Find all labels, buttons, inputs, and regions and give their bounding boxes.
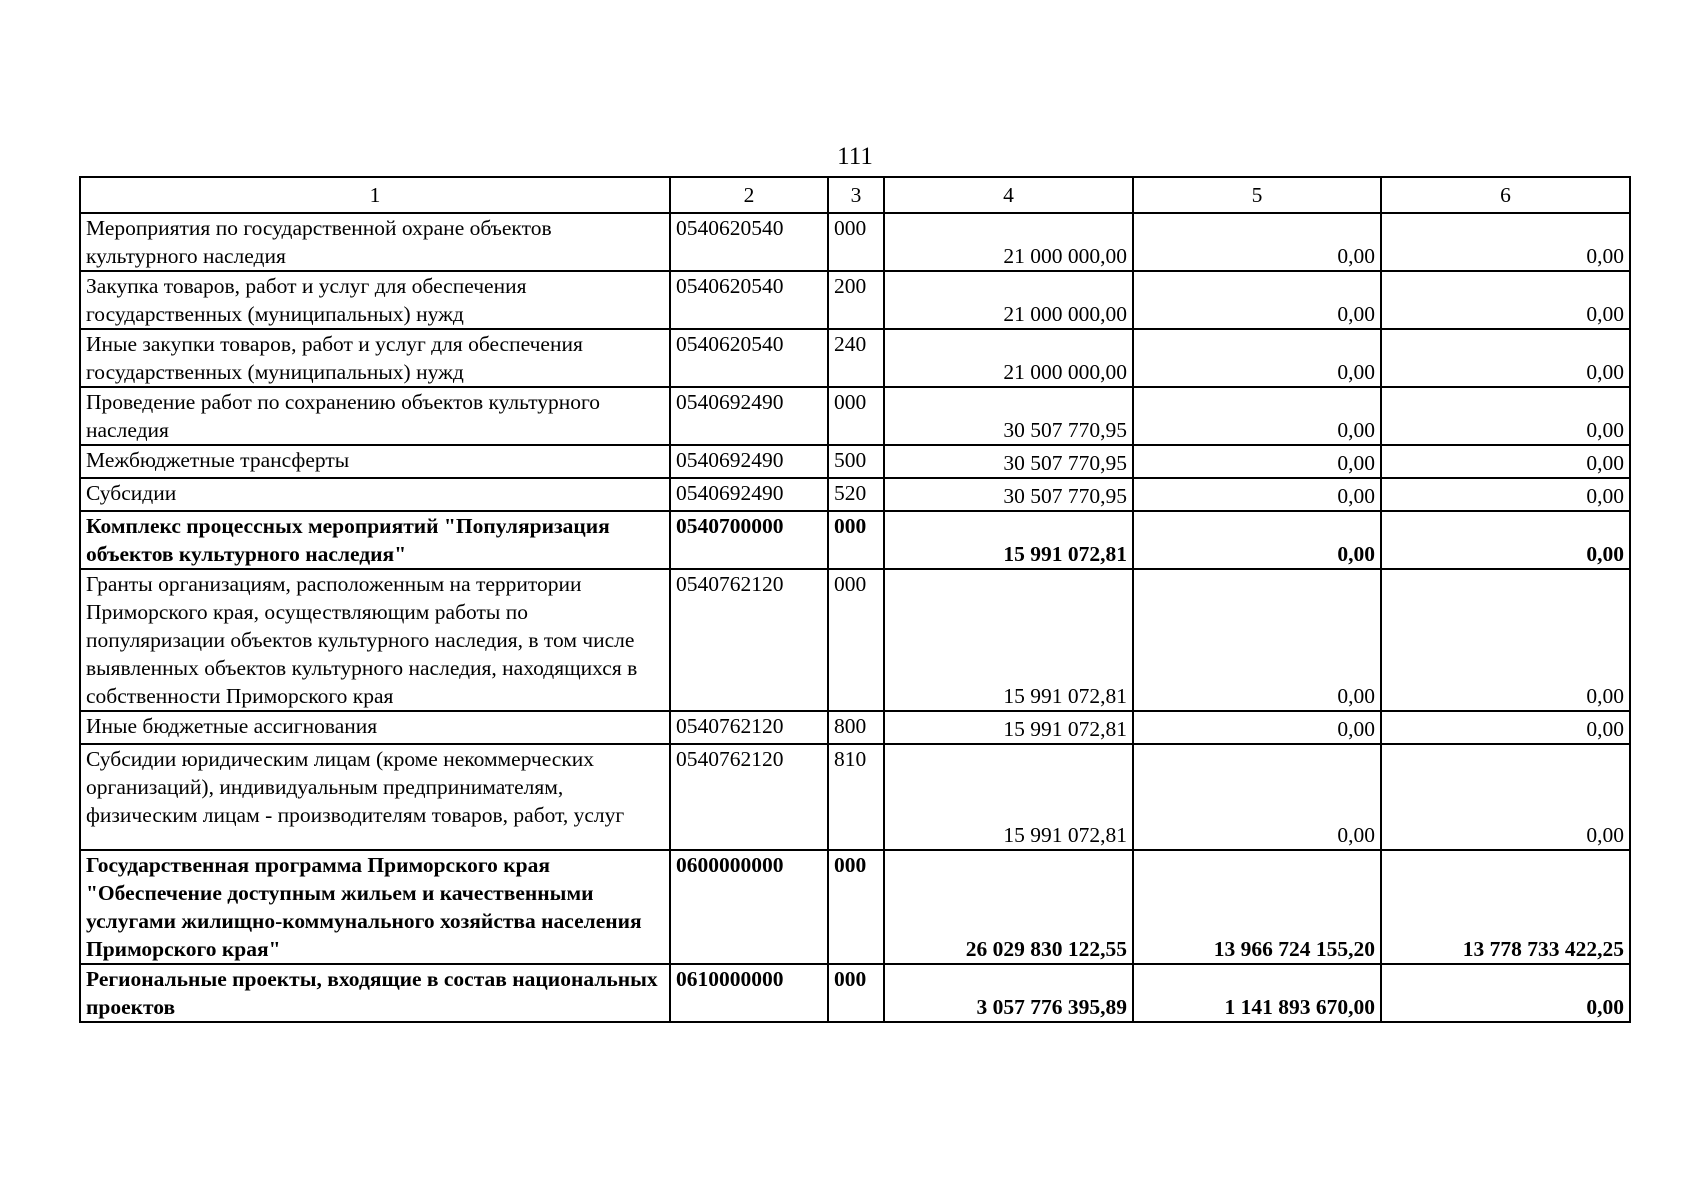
- row-value-col5-cell: 0,00: [1133, 478, 1381, 511]
- table-row: [80, 271, 1630, 329]
- row-vr-cell: 000: [828, 213, 884, 271]
- row-value-col4-cell: 21 000 000,00: [884, 271, 1133, 329]
- row-value-col4-cell: 15 991 072,81: [884, 511, 1133, 569]
- row-vr-cell: 240: [828, 329, 884, 387]
- row-name-cell: Проведение работ по сохранению объектов культурного наследия: [80, 387, 670, 445]
- row-name-cell: Иные закупки товаров, работ и услуг для обеспечения государственных (муниципальных) нужд: [80, 329, 670, 387]
- table-row: [80, 744, 1630, 850]
- row-vr-cell: 520: [828, 478, 884, 511]
- row-value-col5-cell: 0,00: [1133, 329, 1381, 387]
- column-header-6: 6: [1381, 177, 1630, 213]
- row-vr-cell: 500: [828, 445, 884, 478]
- row-value-col6-cell: 0,00: [1381, 711, 1630, 744]
- row-code-cell: 0540762120: [670, 569, 828, 711]
- row-value-col4-cell: 26 029 830 122,55: [884, 850, 1133, 964]
- row-value-col6-cell: 0,00: [1381, 271, 1630, 329]
- row-value-col5-cell: 1 141 893 670,00: [1133, 964, 1381, 1022]
- row-vr-cell: 000: [828, 511, 884, 569]
- row-name-cell: Мероприятия по государственной охране объектов культурного наследия: [80, 213, 670, 271]
- row-vr-cell: 000: [828, 850, 884, 964]
- row-value-col5-cell: 0,00: [1133, 711, 1381, 744]
- table-row: [80, 511, 1630, 569]
- row-name-cell: Межбюджетные трансферты: [80, 445, 670, 478]
- row-vr-cell: 810: [828, 744, 884, 850]
- row-value-col5-cell: 0,00: [1133, 569, 1381, 711]
- table-row: [80, 711, 1630, 744]
- row-value-col6-cell: 13 778 733 422,25: [1381, 850, 1630, 964]
- page-number: 111: [837, 143, 873, 170]
- table-header-row: [80, 177, 1630, 213]
- row-value-col6-cell: 0,00: [1381, 964, 1630, 1022]
- table-row: [80, 478, 1630, 511]
- row-name-cell: Гранты организациям, расположенным на территории Приморского края, осуществляющим работы по популяризации объектов культурного наследия, в том числе выявленных объектов культурного наследия, находящихся в собственности Приморского края: [80, 569, 670, 711]
- row-value-col5-cell: 0,00: [1133, 445, 1381, 478]
- row-code-cell: 0540700000: [670, 511, 828, 569]
- row-value-col4-cell: 21 000 000,00: [884, 213, 1133, 271]
- row-name-cell: Государственная программа Приморского края "Обеспечение доступным жильем и качественными услугами жилищно-коммунального хозяйства населения Приморского края": [80, 850, 670, 964]
- table-row: [80, 964, 1630, 1022]
- row-value-col5-cell: 13 966 724 155,20: [1133, 850, 1381, 964]
- table-row: [80, 445, 1630, 478]
- row-value-col4-cell: 3 057 776 395,89: [884, 964, 1133, 1022]
- column-header-3: 3: [828, 177, 884, 213]
- row-code-cell: 0540762120: [670, 711, 828, 744]
- row-value-col5-cell: 0,00: [1133, 213, 1381, 271]
- row-value-col6-cell: 0,00: [1381, 511, 1630, 569]
- row-value-col5-cell: 0,00: [1133, 387, 1381, 445]
- budget-table: [79, 176, 1631, 1023]
- row-code-cell: 0540620540: [670, 329, 828, 387]
- row-code-cell: 0540620540: [670, 271, 828, 329]
- row-code-cell: 0540692490: [670, 445, 828, 478]
- row-code-cell: 0600000000: [670, 850, 828, 964]
- row-name-cell: Субсидии юридическим лицам (кроме некоммерческих организаций), индивидуальным предпринимателям, физическим лицам - производителям товаров, работ, услуг: [80, 744, 670, 850]
- row-code-cell: 0540620540: [670, 213, 828, 271]
- row-value-col6-cell: 0,00: [1381, 569, 1630, 711]
- column-header-5: 5: [1133, 177, 1381, 213]
- row-value-col4-cell: 15 991 072,81: [884, 711, 1133, 744]
- row-name-cell: Комплекс процессных мероприятий "Популяризация объектов культурного наследия": [80, 511, 670, 569]
- row-vr-cell: 800: [828, 711, 884, 744]
- row-value-col4-cell: 15 991 072,81: [884, 569, 1133, 711]
- row-name-cell: Закупка товаров, работ и услуг для обеспечения государственных (муниципальных) нужд: [80, 271, 670, 329]
- column-header-1: 1: [80, 177, 670, 213]
- row-code-cell: 0540692490: [670, 478, 828, 511]
- row-value-col6-cell: 0,00: [1381, 213, 1630, 271]
- row-code-cell: 0540762120: [670, 744, 828, 850]
- row-value-col4-cell: 30 507 770,95: [884, 445, 1133, 478]
- row-value-col4-cell: 21 000 000,00: [884, 329, 1133, 387]
- row-value-col6-cell: 0,00: [1381, 387, 1630, 445]
- row-code-cell: 0540692490: [670, 387, 828, 445]
- row-name-cell: Региональные проекты, входящие в состав национальных проектов: [80, 964, 670, 1022]
- table-row: [80, 387, 1630, 445]
- row-value-col5-cell: 0,00: [1133, 271, 1381, 329]
- row-name-cell: Субсидии: [80, 478, 670, 511]
- row-code-cell: 0610000000: [670, 964, 828, 1022]
- row-vr-cell: 000: [828, 387, 884, 445]
- table-row: [80, 850, 1630, 964]
- row-value-col6-cell: 0,00: [1381, 329, 1630, 387]
- row-value-col4-cell: 30 507 770,95: [884, 478, 1133, 511]
- row-value-col5-cell: 0,00: [1133, 511, 1381, 569]
- column-header-2: 2: [670, 177, 828, 213]
- column-header-4: 4: [884, 177, 1133, 213]
- row-vr-cell: 200: [828, 271, 884, 329]
- row-value-col6-cell: 0,00: [1381, 445, 1630, 478]
- row-value-col6-cell: 0,00: [1381, 744, 1630, 850]
- table-row: [80, 213, 1630, 271]
- table-row: [80, 569, 1630, 711]
- row-value-col5-cell: 0,00: [1133, 744, 1381, 850]
- row-value-col4-cell: 15 991 072,81: [884, 744, 1133, 850]
- row-value-col6-cell: 0,00: [1381, 478, 1630, 511]
- row-vr-cell: 000: [828, 569, 884, 711]
- table-row: [80, 329, 1630, 387]
- row-vr-cell: 000: [828, 964, 884, 1022]
- row-value-col4-cell: 30 507 770,95: [884, 387, 1133, 445]
- row-name-cell: Иные бюджетные ассигнования: [80, 711, 670, 744]
